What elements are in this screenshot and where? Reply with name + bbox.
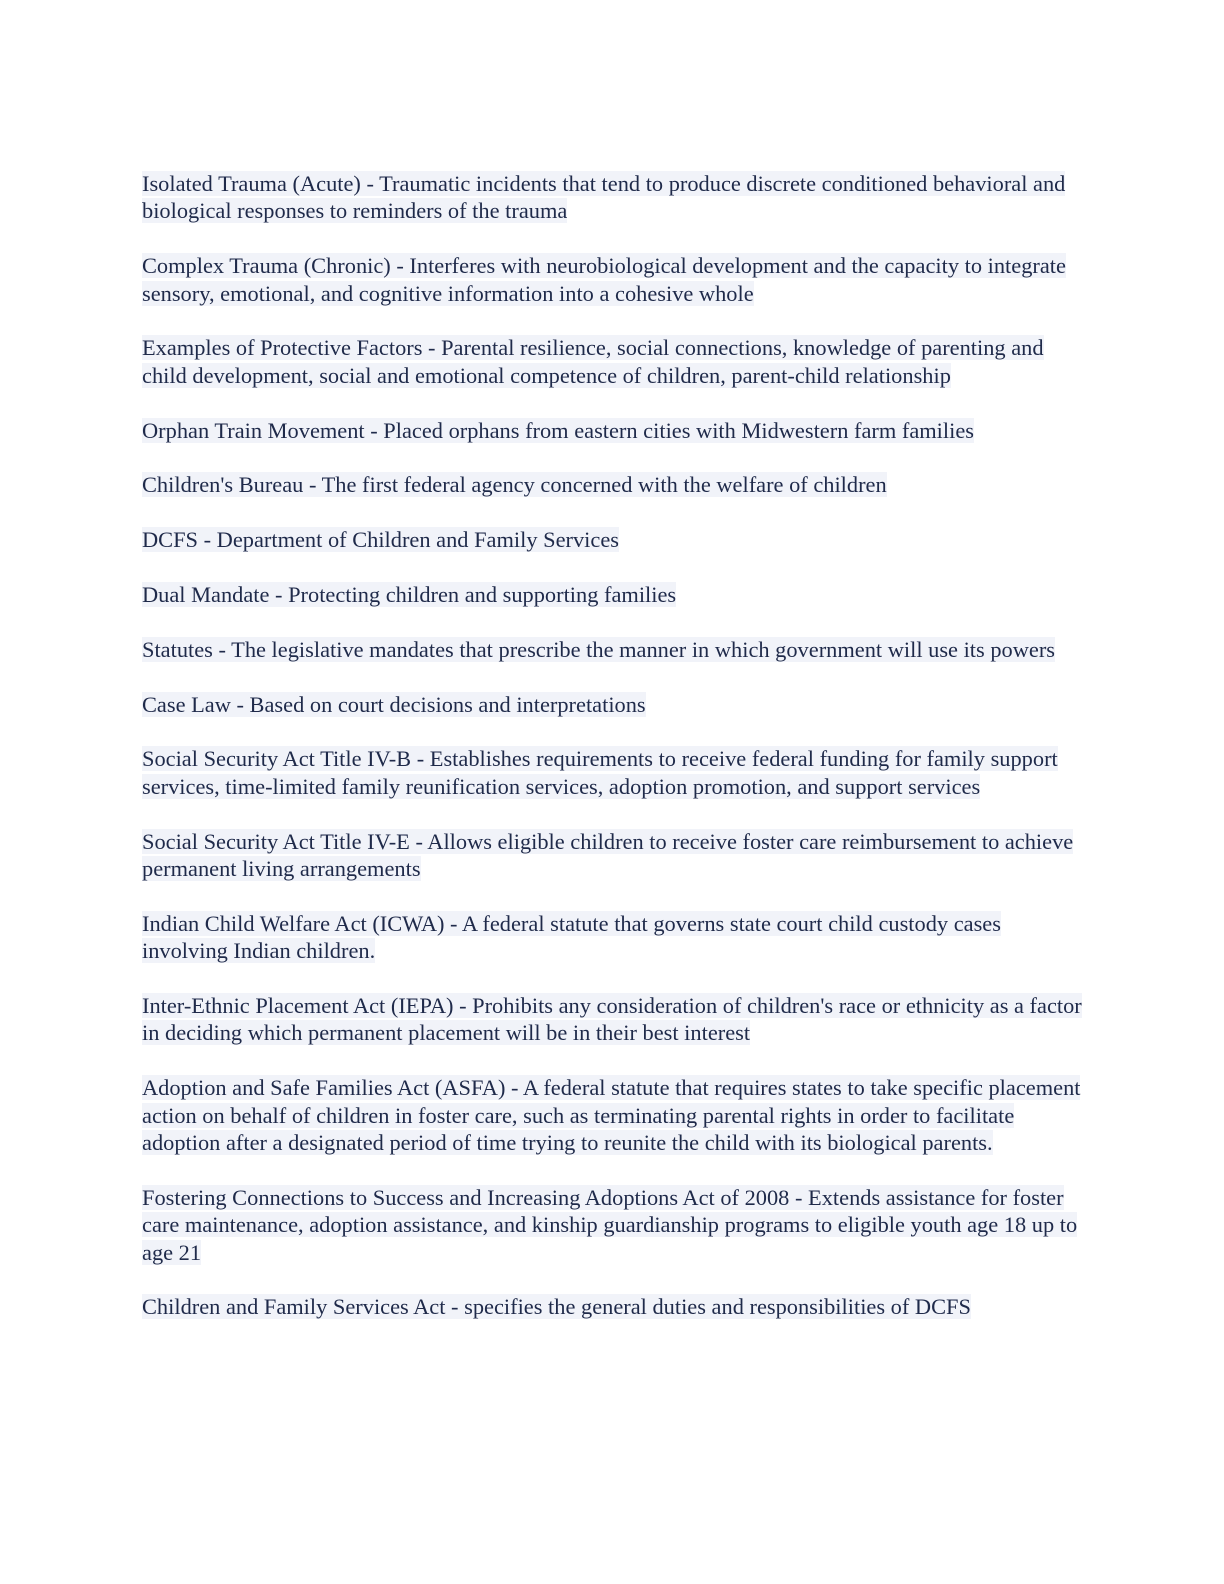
entry-orphan-train — [142, 417, 1082, 444]
entry-text: Statutes - The legislative mandates that prescribe the manner in which government will use its powers — [142, 636, 1056, 662]
entry-fostering-connections — [142, 1184, 1082, 1266]
entry-text: Complex Trauma (Chronic) - Interferes with neurobiological development and the capacity to integrate sensory, emotional, and cognitive information into a cohesive whole — [142, 253, 1066, 306]
entry-text: Social Security Act Title IV-B - Establishes requirements to receive federal funding for family support services, time-limited family reunification services, adoption promotion, and support services — [142, 746, 1058, 799]
document-page — [142, 170, 1082, 1348]
entry-text: Fostering Connections to Success and Increasing Adoptions Act of 2008 - Extends assistance for foster care maintenance, adoption assistance, and kinship guardianship programs to eligible youth age 18 up to age 21 — [142, 1184, 1078, 1265]
entry-title-iv-b — [142, 745, 1082, 800]
entry-text: Dual Mandate - Protecting children and supporting families — [142, 582, 677, 607]
entry-text: Social Security Act Title IV-E - Allows eligible children to receive foster care reimbursement to achieve permanent living arrangements — [142, 828, 1074, 881]
entry-protective-factors — [142, 334, 1082, 389]
entry-text: DCFS - Department of Children and Family Services — [142, 527, 619, 553]
entry-text: Adoption and Safe Families Act (ASFA) - A federal statute that requires states to take specific placement action on behalf of children in foster care, such as terminating parental rights in order to facilitate adoption after a designated period of time trying to reunite the child with its biological parents. — [142, 1075, 1081, 1156]
entry-complex-trauma — [142, 252, 1082, 307]
entry-iepa — [142, 992, 1082, 1047]
entry-dual-mandate — [142, 581, 1082, 608]
entry-text: Indian Child Welfare Act (ICWA) - A federal statute that governs state court child custody cases involving Indian children. — [142, 910, 1001, 964]
entry-childrens-bureau — [142, 471, 1082, 498]
entry-title-iv-e — [142, 828, 1082, 883]
entry-dcfs — [142, 526, 1082, 553]
entry-statutes — [142, 636, 1082, 663]
entry-text: Orphan Train Movement - Placed orphans from eastern cities with Midwestern farm families — [142, 417, 974, 443]
entry-case-law — [142, 691, 1082, 718]
entry-cfs-act — [142, 1293, 1082, 1320]
entry-asfa — [142, 1074, 1082, 1156]
entry-text: Case Law - Based on court decisions and interpretations — [142, 691, 646, 717]
entry-text: Isolated Trauma (Acute) - Traumatic incidents that tend to produce discrete conditioned behavioral and biological responses to reminders of the trauma — [142, 171, 1066, 224]
entry-text: Examples of Protective Factors - Parental resilience, social connections, knowledge of parenting and child development, social and emotional competence of children, parent-child relationship — [142, 335, 1044, 388]
entry-isolated-trauma — [142, 170, 1082, 225]
entry-text: Children's Bureau - The first federal agency concerned with the welfare of children — [142, 472, 887, 498]
entry-text: Children and Family Services Act - specifies the general duties and responsibilities of DCFS — [142, 1294, 971, 1320]
entry-text: Inter-Ethnic Placement Act (IEPA) - Prohibits any consideration of children's race or ethnicity as a factor in deciding which permanent placement will be in their best interest — [142, 993, 1082, 1046]
entry-icwa — [142, 910, 1082, 965]
